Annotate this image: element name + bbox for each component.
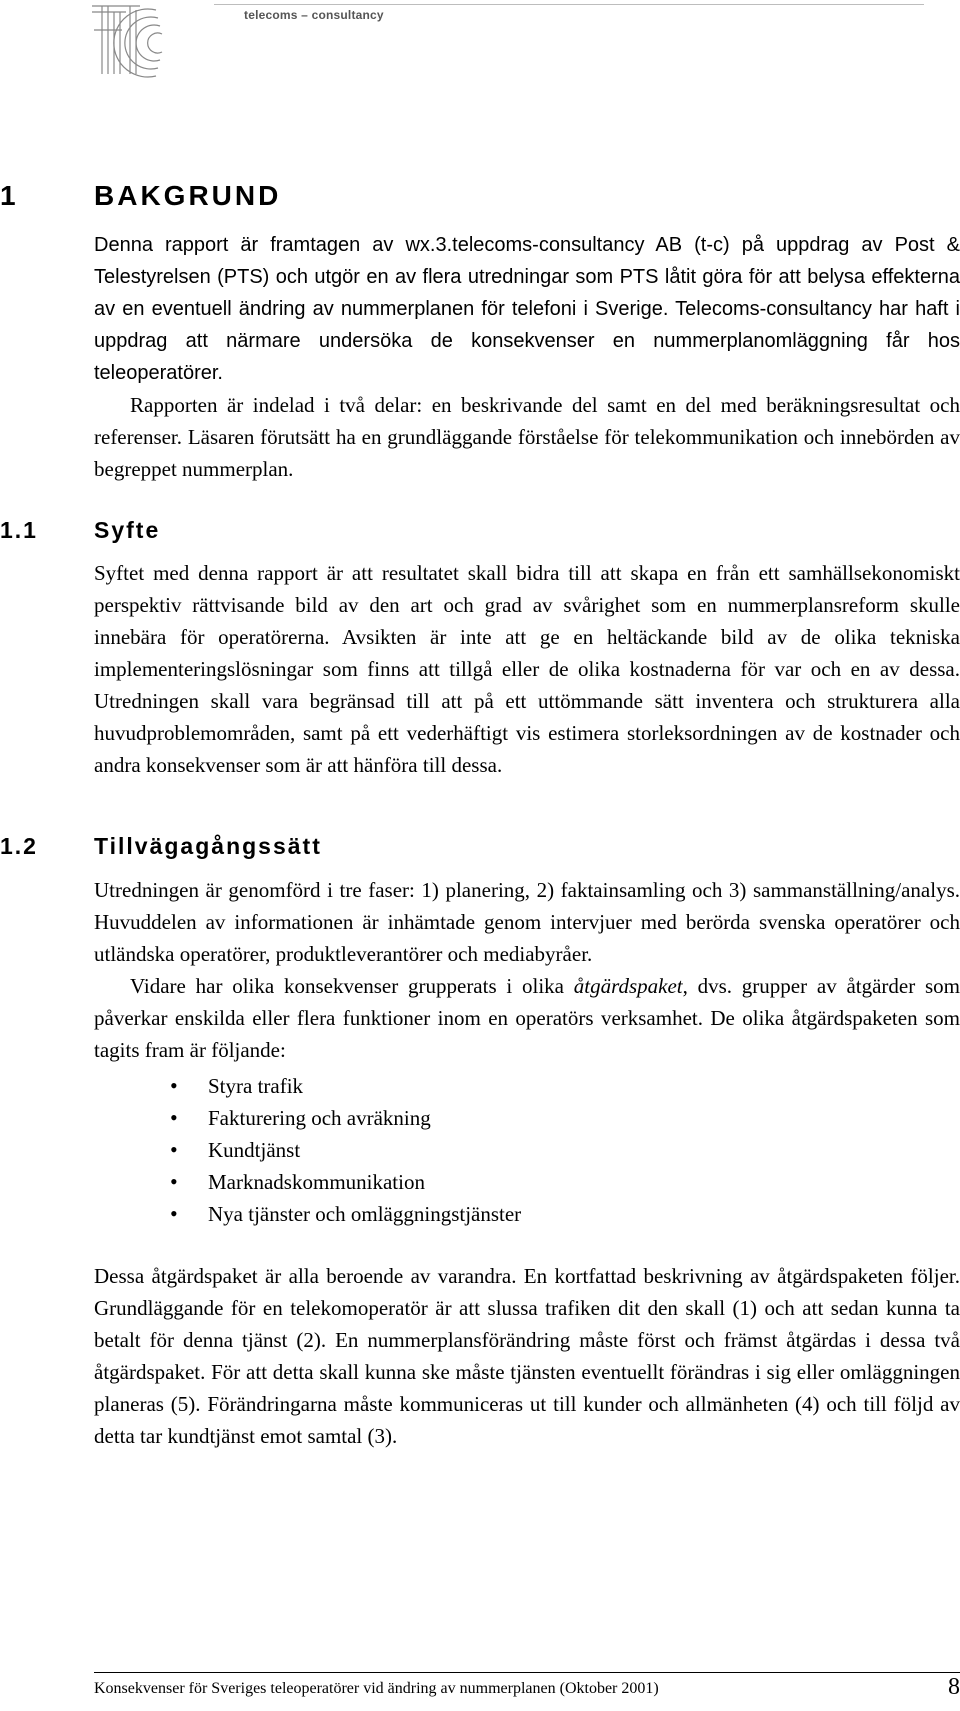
paragraph	[94, 970, 960, 1066]
header-rule	[214, 4, 924, 5]
list-item: • Marknadskommunikation	[94, 1166, 960, 1198]
footer-text: Konsekvenser för Sveriges teleoperatörer vid ändring av nummerplanen (Oktober 2001)	[94, 1680, 659, 1697]
list-item: • Styra trafik	[94, 1070, 960, 1102]
section-number: 1	[0, 180, 19, 211]
section-1-2-body	[94, 874, 960, 1452]
paragraph	[94, 229, 960, 389]
section-heading-1	[0, 180, 281, 212]
paragraph: Rapporten är indelad i två delar: en beskrivande del samt en del med beräkningsresultat och referenser. Läsaren förutsätt ha en grundläggande förståelse för telekommunikation och innebörden av begreppet nummerplan.	[94, 393, 960, 481]
section-number: 1.2	[0, 833, 38, 859]
paragraph: Dessa åtgärdspaket är alla beroende av varandra. En kortfattad beskrivning av åtgärdspaketen följer. Grundläggande för en telekomoperatör är att slussa trafiken dit den skall (1) och att sedan kunna ta betalt för denna tjänst (2). En nummerplansförändring måste först och främst åtgärdas i dessa två åtgärdspaket. För att detta skall kunna ske måste tjänsten eventuellt förändras i sig eller omläggningen planeras (5). Förändringarna måste kommuniceras ut till kunder och allmänheten (4) och till följd av detta tar kundtjänst emot samtal (3).	[94, 1264, 960, 1448]
section-1-1-body	[94, 557, 960, 781]
emphasis-text: åtgärdspaket	[573, 974, 683, 998]
section-title: Syfte	[94, 517, 161, 543]
section-title: Tillvägagångssätt	[94, 833, 322, 859]
section-1-body	[94, 229, 960, 485]
list-item: • Nya tjänster och omläggningstjänster	[94, 1198, 960, 1230]
section-number: 1.1	[0, 517, 38, 543]
header-company-name: telecoms – consultancy	[244, 8, 384, 22]
section-title: BAKGRUND	[94, 180, 282, 211]
list-item: • Fakturering och avräkning	[94, 1102, 960, 1134]
section-heading-1-2	[0, 833, 322, 860]
company-logo-icon	[86, 0, 186, 80]
paragraph-serif-text: Telecoms-consultancy har haft i uppdrag att närmare undersöka de konsekvenser en nummerplanomläggning får hos teleoperatörer.	[94, 298, 960, 384]
bullet-list	[94, 1070, 960, 1230]
section-heading-1-1	[0, 517, 160, 544]
paragraph: Syftet med denna rapport är att resultatet skall bidra till att skapa en från ett samhällsekonomiskt perspektiv rättvisande bild av den art och grad av svårighet som en nummerplansreform skulle innebära för operatörerna. Avsikten är inte att ge en heltäckande bild av de olika tekniska implementeringslösningar som finns att tillgå eller de olika kostnaderna för var och en av dessa. Utredningen skall vara begränsad till att på ett uttömmande sätt inventera och strukturera alla huvudproblemområden, samt på ett vederhäftigt vis estimera storleksordningen av de kostnader och andra konsekvenser som är att hänföra till dessa.	[94, 561, 960, 777]
paragraph-text: Vidare har olika konsekvenser grupperats i olika	[130, 974, 574, 998]
paragraph-text: , dvs. grupper av åtgärder som påverkar enskilda eller flera funktioner inom en operatörs verksamhet. De olika åtgärdspaketen som tagits fram är följande:	[94, 974, 960, 1062]
footer-rule	[94, 1672, 960, 1673]
page-footer	[94, 1674, 960, 1700]
list-item: • Kundtjänst	[94, 1134, 960, 1166]
paragraph-sans-text: Denna rapport är framtagen av wx.3.telecoms-consultancy AB (t-c) på uppdrag av Post & Telestyrelsen (PTS) och utgör en av flera utredningar som PTS låtit göra för att belysa effekterna av en eventuell ändring av nummerplanen för telefoni i Sverige.	[94, 234, 960, 320]
page-number: 8	[948, 1674, 960, 1700]
paragraph: Utredningen är genomförd i tre faser: 1) planering, 2) faktainsamling och 3) sammanställning/analys. Huvuddelen av informationen är inhämtade genom intervjuer med berörda svenska operatörer och utländska operatörer, produktleverantörer och mediabyråer.	[94, 878, 960, 966]
